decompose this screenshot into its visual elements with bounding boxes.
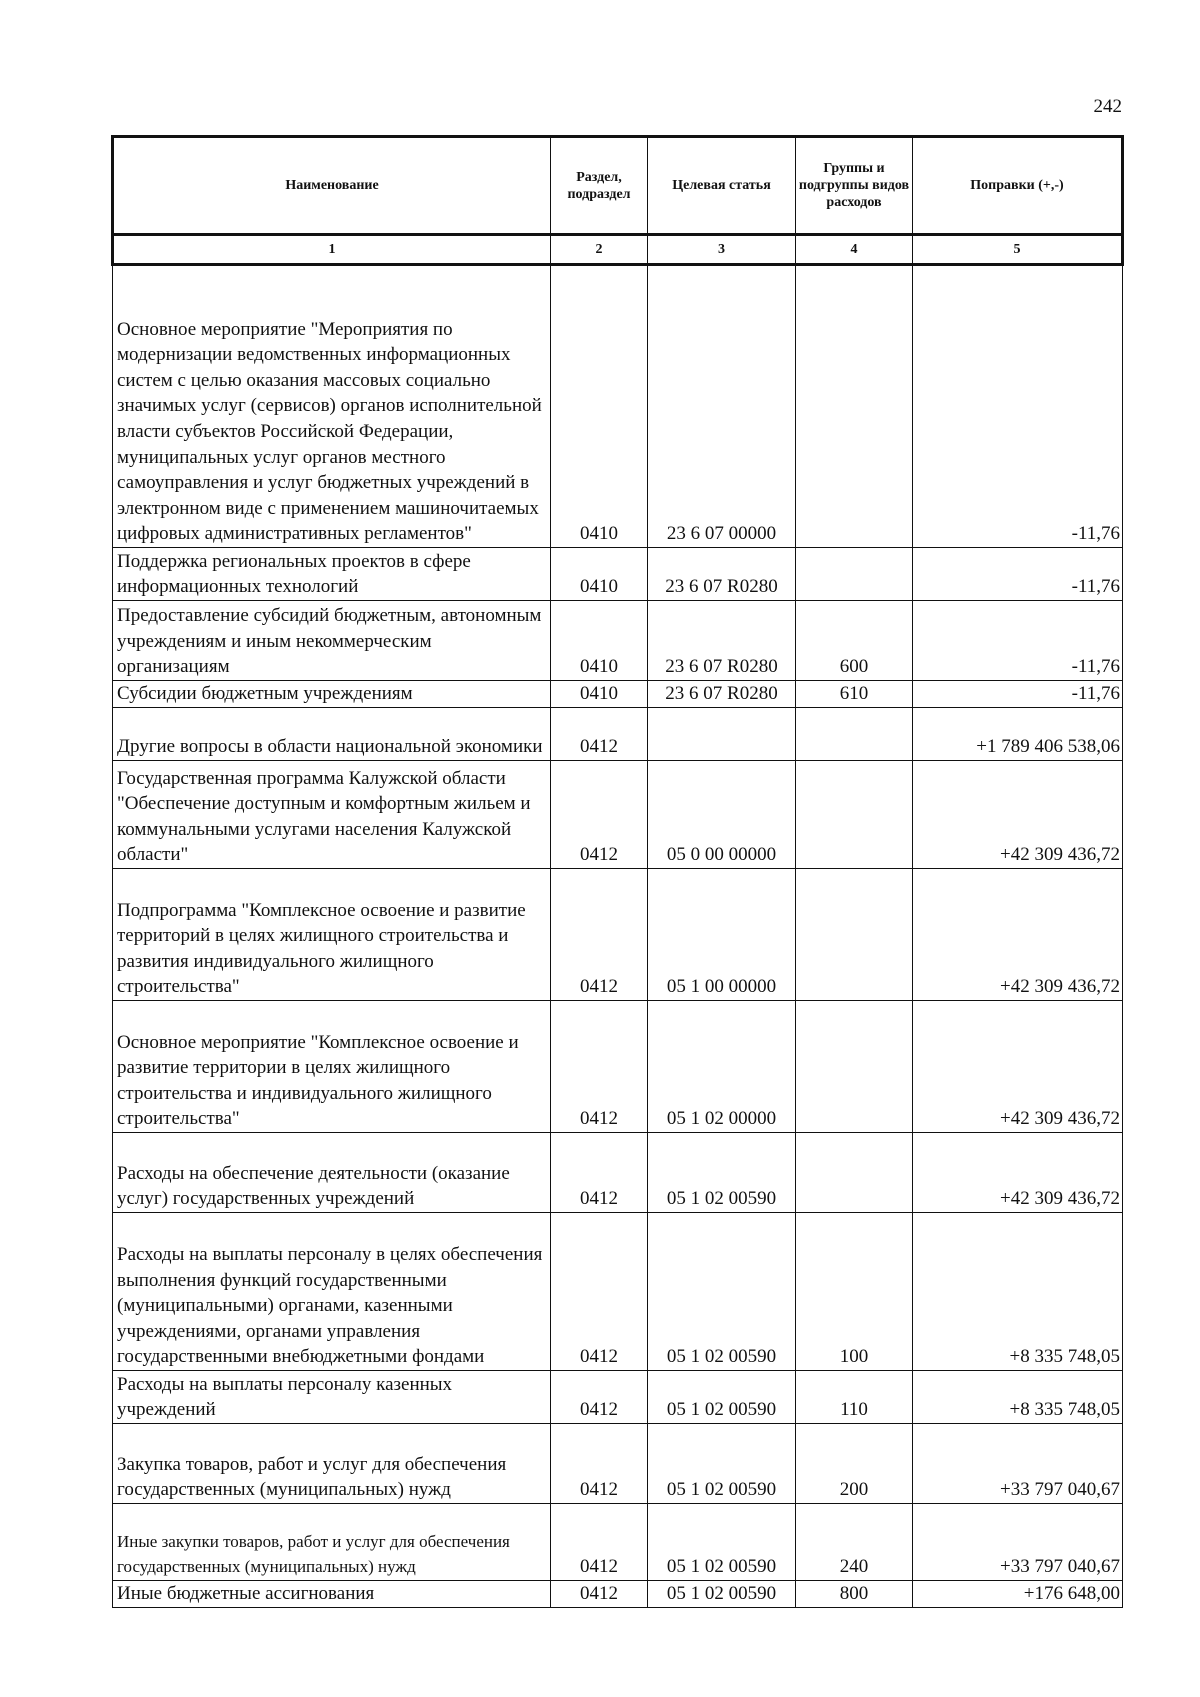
column-number-row <box>113 235 1123 265</box>
row-name: Другие вопросы в области национальной экономики <box>113 708 551 761</box>
row-section: 0410 <box>551 601 648 681</box>
table-row <box>113 1371 1123 1424</box>
row-amount: +8 335 748,05 <box>913 1371 1123 1424</box>
page-number: 242 <box>1093 96 1122 117</box>
row-section: 0412 <box>551 1133 648 1213</box>
row-expense-group <box>796 708 913 761</box>
header-name: Наименование <box>113 137 551 235</box>
row-section: 0412 <box>551 708 648 761</box>
row-amount: +42 309 436,72 <box>913 869 1123 1001</box>
row-name: Подпрограмма "Комплексное освоение и развитие территорий в целях жилищного строительства и развития индивидуального жилищного строительства" <box>113 869 551 1001</box>
row-target-article: 05 1 02 00590 <box>648 1133 796 1213</box>
row-expense-group <box>796 761 913 869</box>
row-section: 0412 <box>551 761 648 869</box>
row-target-article: 05 0 00 00000 <box>648 761 796 869</box>
row-amount: +42 309 436,72 <box>913 1133 1123 1213</box>
row-amount: +8 335 748,05 <box>913 1213 1123 1371</box>
row-name: Иные закупки товаров, работ и услуг для обеспечения государственных (муниципальных) нужд <box>113 1504 551 1581</box>
column-number: 3 <box>648 235 796 265</box>
row-name: Закупка товаров, работ и услуг для обеспечения государственных (муниципальных) нужд <box>113 1424 551 1504</box>
row-target-article: 05 1 02 00590 <box>648 1371 796 1424</box>
table-header-row <box>113 137 1123 235</box>
table-row <box>113 681 1123 708</box>
row-target-article: 23 6 07 R0280 <box>648 681 796 708</box>
row-target-article: 05 1 02 00590 <box>648 1504 796 1581</box>
row-amount: +42 309 436,72 <box>913 1001 1123 1133</box>
row-expense-group <box>796 265 913 548</box>
table-row <box>113 761 1123 869</box>
row-name: Предоставление субсидий бюджетным, автономным учреждениям и иным некоммерческим организациям <box>113 601 551 681</box>
row-target-article: 23 6 07 R0280 <box>648 548 796 601</box>
row-name: Расходы на выплаты персоналу в целях обеспечения выполнения функций государственными (муниципальными) органами, казенными учреждениями, органами управления государственными внебюджетными фондами <box>113 1213 551 1371</box>
row-amount: -11,76 <box>913 601 1123 681</box>
row-name: Поддержка региональных проектов в сфере информационных технологий <box>113 548 551 601</box>
row-expense-group: 610 <box>796 681 913 708</box>
row-expense-group <box>796 869 913 1001</box>
table-row <box>113 265 1123 548</box>
row-name: Расходы на выплаты персоналу казенных учреждений <box>113 1371 551 1424</box>
row-name: Основное мероприятие "Комплексное освоение и развитие территории в целях жилищного строительства и индивидуального жилищного строительства" <box>113 1001 551 1133</box>
row-amount: +1 789 406 538,06 <box>913 708 1123 761</box>
row-name: Расходы на обеспечение деятельности (оказание услуг) государственных учреждений <box>113 1133 551 1213</box>
row-target-article: 05 1 02 00590 <box>648 1581 796 1608</box>
table-row <box>113 601 1123 681</box>
column-number: 2 <box>551 235 648 265</box>
row-amount: -11,76 <box>913 548 1123 601</box>
row-section: 0412 <box>551 1504 648 1581</box>
row-expense-group: 200 <box>796 1424 913 1504</box>
row-target-article: 05 1 02 00590 <box>648 1213 796 1371</box>
row-section: 0410 <box>551 681 648 708</box>
row-expense-group: 240 <box>796 1504 913 1581</box>
header-amendments: Поправки (+,-) <box>913 137 1123 235</box>
row-target-article: 05 1 02 00000 <box>648 1001 796 1133</box>
row-section: 0410 <box>551 265 648 548</box>
row-expense-group: 110 <box>796 1371 913 1424</box>
row-section: 0412 <box>551 869 648 1001</box>
column-number: 5 <box>913 235 1123 265</box>
row-amount: +42 309 436,72 <box>913 761 1123 869</box>
column-number: 4 <box>796 235 913 265</box>
row-expense-group: 600 <box>796 601 913 681</box>
row-target-article: 05 1 02 00590 <box>648 1424 796 1504</box>
budget-amendments-table <box>111 135 1124 1608</box>
row-section: 0412 <box>551 1001 648 1133</box>
row-amount: +33 797 040,67 <box>913 1424 1123 1504</box>
row-expense-group <box>796 1133 913 1213</box>
row-target-article: 23 6 07 R0280 <box>648 601 796 681</box>
table-row <box>113 1213 1123 1371</box>
row-expense-group: 100 <box>796 1213 913 1371</box>
row-section: 0412 <box>551 1213 648 1371</box>
row-target-article: 05 1 00 00000 <box>648 869 796 1001</box>
row-section: 0412 <box>551 1371 648 1424</box>
row-expense-group <box>796 548 913 601</box>
row-name: Субсидии бюджетным учреждениям <box>113 681 551 708</box>
row-name: Государственная программа Калужской области "Обеспечение доступным и комфортным жильем и коммунальными услугами населения Калужской области" <box>113 761 551 869</box>
table-row <box>113 1504 1123 1581</box>
row-name: Основное мероприятие "Мероприятия по модернизации ведомственных информационных систем с целью оказания массовых социально значимых услуг (сервисов) органов исполнительной власти субъектов Российской Федерации, муниципальных услуг органов местного самоуправления и услуг бюджетных учреждений в электронном виде с применением машиночитаемых цифровых административных регламентов" <box>113 265 551 548</box>
row-amount: +176 648,00 <box>913 1581 1123 1608</box>
row-target-article <box>648 708 796 761</box>
table-row <box>113 1424 1123 1504</box>
row-amount: -11,76 <box>913 681 1123 708</box>
row-amount: -11,76 <box>913 265 1123 548</box>
row-name: Иные бюджетные ассигнования <box>113 1581 551 1608</box>
row-section: 0412 <box>551 1424 648 1504</box>
row-section: 0412 <box>551 1581 648 1608</box>
row-target-article: 23 6 07 00000 <box>648 265 796 548</box>
column-number: 1 <box>113 235 551 265</box>
table-row <box>113 869 1123 1001</box>
row-expense-group: 800 <box>796 1581 913 1608</box>
header-section: Раздел, подраздел <box>551 137 648 235</box>
table-row <box>113 1581 1123 1608</box>
row-amount: +33 797 040,67 <box>913 1504 1123 1581</box>
table-row <box>113 548 1123 601</box>
table-row <box>113 708 1123 761</box>
header-target-article: Целевая статья <box>648 137 796 235</box>
table-row <box>113 1133 1123 1213</box>
row-expense-group <box>796 1001 913 1133</box>
row-section: 0410 <box>551 548 648 601</box>
header-expense-group: Группы и подгруппы видов расходов <box>796 137 913 235</box>
table-row <box>113 1001 1123 1133</box>
